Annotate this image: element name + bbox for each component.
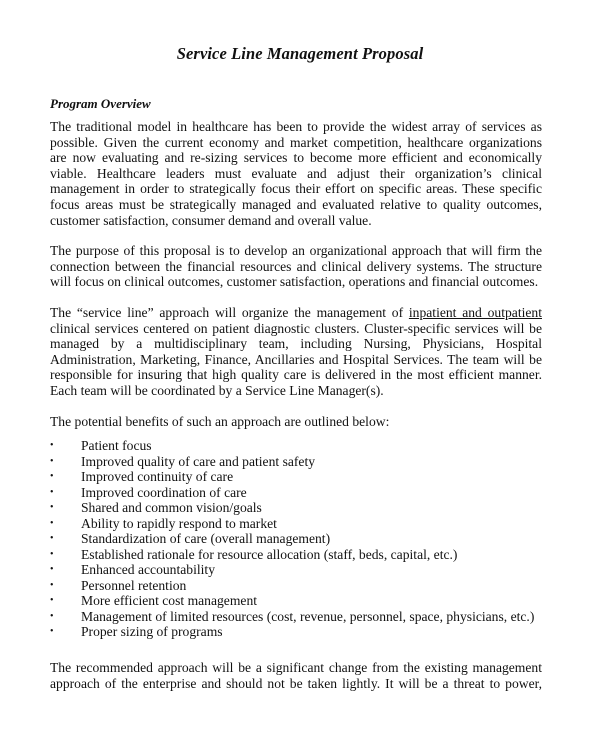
- paragraph-line: connection between the financial resources and clinical delivery systems. The structure: [50, 258, 542, 274]
- paragraph-line: Administration, Marketing, Finance, Ancillaries and Hospital Services. The team will be: [50, 351, 542, 367]
- paragraph-line: are now evaluating and re-sizing services to become more efficient and economically: [50, 150, 542, 166]
- bullet-icon: •: [50, 626, 54, 637]
- paragraph-line: will focus on clinical outcomes, customer satisfaction, operations and financial outcomes.: [50, 274, 539, 290]
- section-heading: Program Overview: [50, 96, 151, 111]
- list-item: [50, 562, 550, 578]
- paragraph-line: The purpose of this proposal is to develop an organizational approach that will firm the: [50, 243, 542, 258]
- list-item: [50, 516, 550, 532]
- underlined-text: inpatient and outpatient: [408, 305, 542, 320]
- paragraph-purpose: [50, 243, 542, 290]
- paragraph-service-line: [50, 305, 542, 399]
- bullet-icon: •: [50, 595, 54, 606]
- list-item: [50, 454, 550, 470]
- list-item-text: Enhanced accountability: [81, 562, 215, 577]
- bullet-icon: •: [50, 440, 54, 451]
- paragraph-line: The traditional model in healthcare has been to provide the widest array of services as: [50, 119, 542, 134]
- paragraph-line: managed by a multidisciplinary team, including Nursing, Physicians, Hospital: [50, 336, 542, 352]
- bullet-icon: •: [50, 517, 54, 529]
- bullet-icon: •: [50, 533, 54, 544]
- paragraph-overview: [50, 119, 542, 228]
- paragraph-line: [50, 305, 542, 321]
- document-title: Service Line Management Proposal: [176, 44, 424, 63]
- paragraph-line: Each team will be coordinated by a Service Line Manager(s).: [50, 382, 384, 398]
- list-item-text: Established rationale for resource allocation (staff, beds, capital, etc.): [81, 546, 458, 562]
- list-item: [50, 624, 550, 640]
- benefits-list: [50, 438, 550, 640]
- list-item-text: Improved coordination of care: [81, 484, 247, 500]
- paragraph-line: responsible for insuring that high quality care is delivered in the most efficient manner.: [50, 367, 542, 383]
- bullet-icon: •: [50, 564, 54, 575]
- paragraph-line: viable. Healthcare leaders must evaluate and adjust their organization’s clinical: [50, 165, 542, 181]
- paragraph-recommendation: [50, 660, 542, 691]
- bullet-icon: •: [50, 579, 54, 591]
- list-item: [50, 593, 550, 609]
- bullet-icon: •: [50, 455, 54, 467]
- bullet-icon: •: [50, 471, 54, 482]
- bullet-icon: •: [50, 486, 54, 498]
- bullet-icon: •: [50, 548, 54, 560]
- paragraph-line: management in order to strategically focus their effort on specific areas. These specific: [50, 181, 542, 197]
- list-intro: The potential benefits of such an approach are outlined below:: [50, 414, 390, 429]
- list-item-text: Standardization of care (overall management): [81, 531, 331, 546]
- list-item: [50, 500, 550, 516]
- list-item-text: More efficient cost management: [81, 593, 258, 608]
- list-item: [50, 469, 550, 485]
- list-item-text: Patient focus: [81, 438, 152, 453]
- paragraph-line: focus areas must be strategically managed and evaluated relative to quality outcomes,: [50, 196, 542, 212]
- paragraph-line: customer satisfaction, consumer demand and overall value.: [50, 212, 372, 228]
- paragraph-line: possible. Given the current economy and market competition, healthcare organizations: [50, 134, 542, 150]
- bullet-icon: •: [50, 502, 54, 513]
- list-item: [50, 531, 550, 547]
- list-item-text: Personnel retention: [81, 577, 187, 593]
- paragraph-line: clinical services centered on patient diagnostic clusters. Cluster-specific services will be: [50, 320, 542, 336]
- bullet-icon: •: [50, 610, 54, 622]
- list-item: [50, 578, 550, 594]
- list-item: [50, 438, 550, 454]
- list-item-text: Improved quality of care and patient safety: [81, 453, 316, 469]
- list-item-text: Ability to rapidly respond to market: [81, 515, 277, 531]
- paragraph-line: The recommended approach will be a significant change from the existing management: [50, 660, 542, 675]
- list-item-text: Shared and common vision/goals: [81, 500, 262, 515]
- paragraph-line: approach of the enterprise and should not be taken lightly. It will be a threat to power,: [50, 675, 542, 691]
- list-item-text: Proper sizing of programs: [81, 624, 223, 639]
- list-item: [50, 547, 550, 563]
- list-item-text: Management of limited resources (cost, revenue, personnel, space, physicians, etc.): [81, 608, 535, 624]
- list-item: [50, 609, 550, 625]
- list-item-text: Improved continuity of care: [81, 469, 234, 484]
- paragraph-text: The “service line” approach will organize the management of: [50, 305, 409, 320]
- list-item: [50, 485, 550, 501]
